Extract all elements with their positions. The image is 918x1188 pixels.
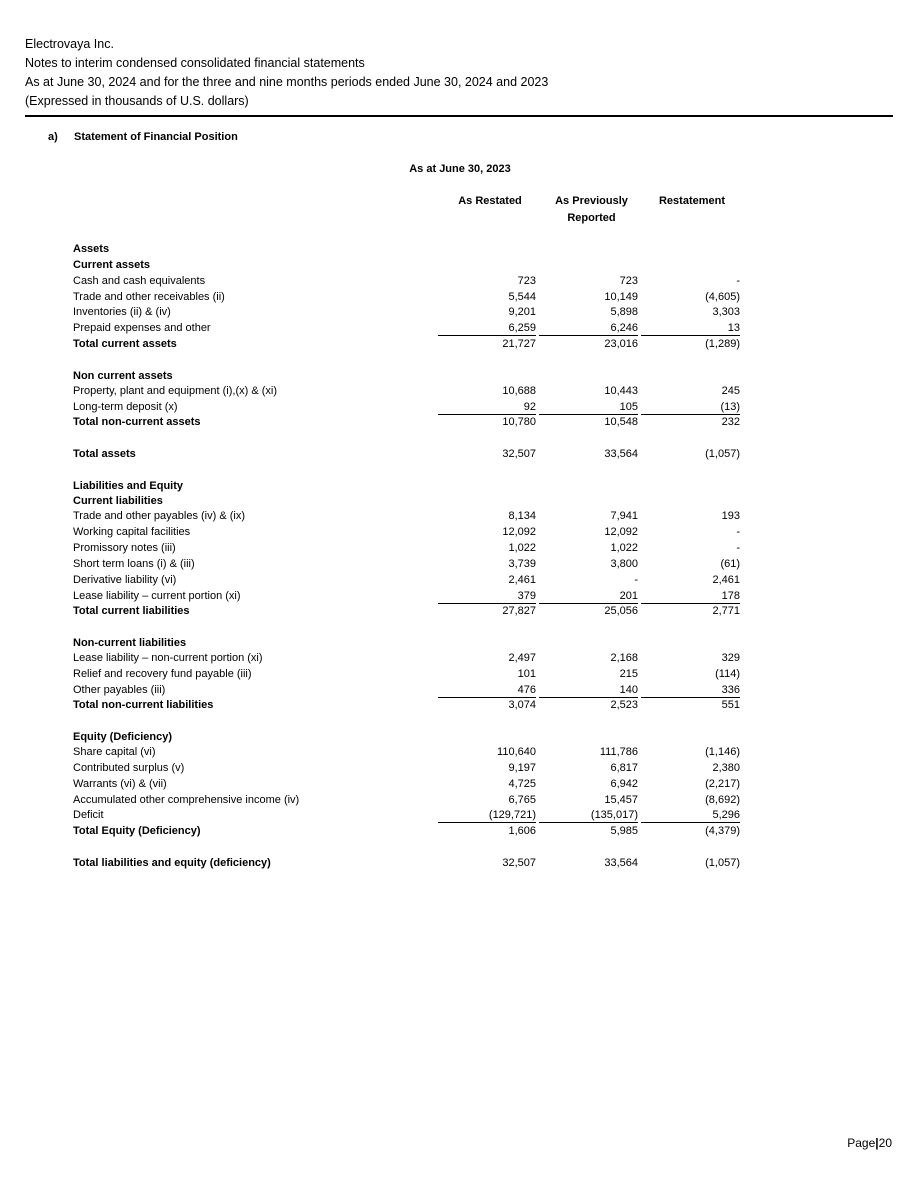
value-restated: 2,497 — [508, 652, 536, 664]
value-restatement: (1,057) — [705, 448, 740, 460]
value-previously-reported: 5,898 — [610, 306, 638, 318]
row-label: Trade and other payables (iv) & (ix) — [73, 510, 245, 522]
company-name: Electrovaya Inc. — [25, 37, 114, 51]
value-restatement: - — [736, 275, 740, 287]
row-label: Prepaid expenses and other — [73, 322, 211, 334]
as-at-date-heading: As at June 30, 2023 — [409, 163, 511, 175]
row-label: Derivative liability (vi) — [73, 574, 177, 586]
table-row — [73, 320, 745, 336]
row-label: Total current liabilities — [73, 605, 190, 617]
table-row — [73, 823, 745, 839]
value-previously-reported: 25,056 — [604, 605, 638, 617]
value-previously-reported: 6,817 — [610, 762, 638, 774]
row-label: Total non-current liabilities — [73, 699, 214, 711]
value-restatement: 5,296 — [641, 807, 740, 823]
row-label: Total non-current assets — [73, 416, 201, 428]
value-restated: 32,507 — [502, 448, 536, 460]
row-label: Short term loans (i) & (iii) — [73, 558, 195, 570]
table-row — [73, 760, 745, 776]
value-restated: 6,259 — [438, 320, 536, 336]
value-restated: 3,074 — [508, 699, 536, 711]
table-row — [73, 556, 745, 572]
value-restatement: (4,379) — [705, 825, 740, 837]
table-row — [73, 524, 745, 540]
column-header-restatement-text: Restatement — [658, 195, 726, 207]
row-label: Non current assets — [73, 370, 173, 382]
value-previously-reported: - — [634, 574, 638, 586]
value-previously-reported: (135,017) — [539, 807, 638, 823]
value-restated: 101 — [517, 668, 536, 680]
table-row — [73, 257, 745, 273]
row-label: Total Equity (Deficiency) — [73, 825, 201, 837]
value-restatement: (1,057) — [705, 857, 740, 869]
value-previously-reported: 111,786 — [599, 746, 638, 758]
value-restated: 4,725 — [508, 778, 536, 790]
section-heading — [48, 131, 238, 143]
value-restatement: (2,217) — [705, 778, 740, 790]
row-label: Contributed surplus (v) — [73, 762, 185, 774]
table-row — [73, 729, 745, 745]
column-header-previously-reported — [541, 193, 642, 227]
table-row — [73, 744, 745, 760]
column-header-previous-line2: Reported — [567, 212, 616, 224]
value-restatement: 13 — [641, 320, 740, 336]
table-row — [73, 697, 745, 713]
value-restated: 1,606 — [508, 825, 536, 837]
row-label: Total current assets — [73, 338, 177, 350]
value-restatement: 551 — [721, 699, 740, 711]
table-row — [73, 368, 745, 384]
row-label: Lease liability – current portion (xi) — [73, 590, 241, 602]
table-row — [73, 792, 745, 808]
value-restated: 27,827 — [502, 605, 536, 617]
value-restatement: 232 — [721, 416, 740, 428]
column-header-previous-line1: As Previously — [555, 195, 628, 207]
row-label: Total assets — [73, 448, 136, 460]
row-label: Current liabilities — [73, 495, 163, 507]
value-previously-reported: 6,246 — [539, 320, 638, 336]
value-restatement: 178 — [641, 588, 740, 604]
value-restatement: - — [736, 526, 740, 538]
value-previously-reported: 723 — [619, 275, 638, 287]
value-restatement: (1,289) — [705, 338, 740, 350]
column-header-restatement — [642, 193, 742, 210]
value-previously-reported: 33,564 — [604, 448, 638, 460]
section-label: a) — [48, 131, 58, 143]
row-label: Accumulated other comprehensive income (iv) — [73, 794, 300, 806]
table-row — [73, 508, 745, 524]
row-label: Long-term deposit (x) — [73, 401, 178, 413]
table-row — [73, 776, 745, 792]
value-previously-reported: 201 — [539, 588, 638, 604]
value-previously-reported: 1,022 — [610, 542, 638, 554]
table-row — [73, 399, 745, 415]
table-row — [73, 650, 745, 666]
row-label: Deficit — [73, 809, 104, 821]
row-label: Lease liability – non-current portion (xi) — [73, 652, 263, 664]
value-previously-reported: 15,457 — [604, 794, 638, 806]
value-restatement: 2,380 — [712, 762, 740, 774]
value-restated: 110,640 — [497, 746, 536, 758]
period-description: As at June 30, 2024 and for the three and nine months periods ended June 30, 2024 and 2023 — [25, 75, 549, 89]
table-row — [73, 493, 745, 509]
row-label: Promissory notes (iii) — [73, 542, 176, 554]
value-restated: 92 — [438, 399, 536, 415]
row-label: Trade and other receivables (ii) — [73, 291, 225, 303]
value-restatement: (4,605) — [705, 291, 740, 303]
column-header-restated-text: As Restated — [458, 195, 522, 207]
value-restatement: 193 — [721, 510, 740, 522]
table-row — [73, 807, 745, 823]
row-label: Cash and cash equivalents — [73, 275, 206, 287]
table-row — [73, 603, 745, 619]
value-previously-reported: 140 — [539, 682, 638, 698]
value-restatement: - — [736, 542, 740, 554]
table-row — [73, 635, 745, 651]
value-restated: 2,461 — [508, 574, 536, 586]
table-row — [73, 540, 745, 556]
value-previously-reported: 10,149 — [604, 291, 638, 303]
table-row — [73, 273, 745, 289]
table-row — [73, 304, 745, 320]
value-previously-reported: 6,942 — [610, 778, 638, 790]
document-header — [25, 35, 548, 111]
value-restated: 8,134 — [508, 510, 536, 522]
value-restated: 1,022 — [508, 542, 536, 554]
value-previously-reported: 2,523 — [610, 699, 638, 711]
value-restatement: (114) — [715, 668, 740, 680]
row-label: Working capital facilities — [73, 526, 191, 538]
value-restatement: (8,692) — [705, 794, 740, 806]
value-restated: 21,727 — [502, 338, 536, 350]
value-restated: 3,739 — [508, 558, 536, 570]
value-restated: 10,780 — [502, 416, 536, 428]
row-label: Current assets — [73, 259, 151, 271]
row-label: Other payables (iii) — [73, 684, 166, 696]
column-header-restated — [440, 193, 540, 210]
table-row — [73, 383, 745, 399]
table-row — [73, 446, 745, 462]
table-row — [73, 336, 745, 352]
page-separator: | — [875, 1136, 879, 1150]
value-restated: 476 — [438, 682, 536, 698]
table-row — [73, 478, 745, 494]
page-label: Page — [847, 1136, 876, 1150]
row-label: Inventories (ii) & (iv) — [73, 306, 171, 318]
value-restatement: (1,146) — [705, 746, 740, 758]
table-row — [73, 666, 745, 682]
page-footer — [847, 1136, 892, 1150]
value-previously-reported: 23,016 — [604, 338, 638, 350]
page-number: 20 — [878, 1136, 892, 1150]
table-row — [73, 588, 745, 604]
value-previously-reported: 3,800 — [610, 558, 638, 570]
value-restated: 12,092 — [502, 526, 536, 538]
value-restatement: 2,461 — [712, 574, 740, 586]
value-restated: 9,197 — [508, 762, 536, 774]
row-label: Relief and recovery fund payable (iii) — [73, 668, 252, 680]
section-title: Statement of Financial Position — [74, 131, 238, 143]
value-restatement: (13) — [641, 399, 740, 415]
row-label: Equity (Deficiency) — [73, 731, 173, 743]
value-previously-reported: 105 — [539, 399, 638, 415]
table-row — [73, 855, 745, 871]
table-row — [73, 414, 745, 430]
table-row — [73, 241, 745, 257]
table-row — [73, 289, 745, 305]
value-restated: 723 — [517, 275, 536, 287]
row-label: Total liabilities and equity (deficiency) — [73, 857, 271, 869]
header-divider — [25, 115, 893, 117]
value-restated: 9,201 — [508, 306, 536, 318]
value-restated: 10,688 — [502, 385, 536, 397]
value-restated: 6,765 — [508, 794, 536, 806]
value-restated: 32,507 — [502, 857, 536, 869]
table-row — [73, 682, 745, 698]
value-restatement: 3,303 — [712, 306, 740, 318]
value-restated: 5,544 — [508, 291, 536, 303]
value-previously-reported: 12,092 — [604, 526, 638, 538]
value-restatement: (61) — [720, 558, 740, 570]
table-row — [73, 572, 745, 588]
value-restated: 379 — [438, 588, 536, 604]
row-label: Share capital (vi) — [73, 746, 156, 758]
row-label: Non-current liabilities — [73, 637, 187, 649]
value-previously-reported: 7,941 — [610, 510, 638, 522]
value-restatement: 245 — [721, 385, 740, 397]
value-previously-reported: 2,168 — [610, 652, 638, 664]
row-label: Warrants (vi) & (vii) — [73, 778, 167, 790]
currency-note: (Expressed in thousands of U.S. dollars) — [25, 94, 249, 108]
value-restated: (129,721) — [438, 807, 536, 823]
value-restatement: 336 — [641, 682, 740, 698]
row-label: Property, plant and equipment (i),(x) & (xi) — [73, 385, 277, 397]
row-label: Liabilities and Equity — [73, 480, 184, 492]
value-restatement: 2,771 — [712, 605, 740, 617]
row-label: Assets — [73, 243, 110, 255]
value-previously-reported: 5,985 — [610, 825, 638, 837]
value-previously-reported: 10,443 — [604, 385, 638, 397]
value-restatement: 329 — [721, 652, 740, 664]
value-previously-reported: 33,564 — [604, 857, 638, 869]
document-subtitle: Notes to interim condensed consolidated financial statements — [25, 56, 365, 70]
value-previously-reported: 10,548 — [604, 416, 638, 428]
value-previously-reported: 215 — [619, 668, 638, 680]
